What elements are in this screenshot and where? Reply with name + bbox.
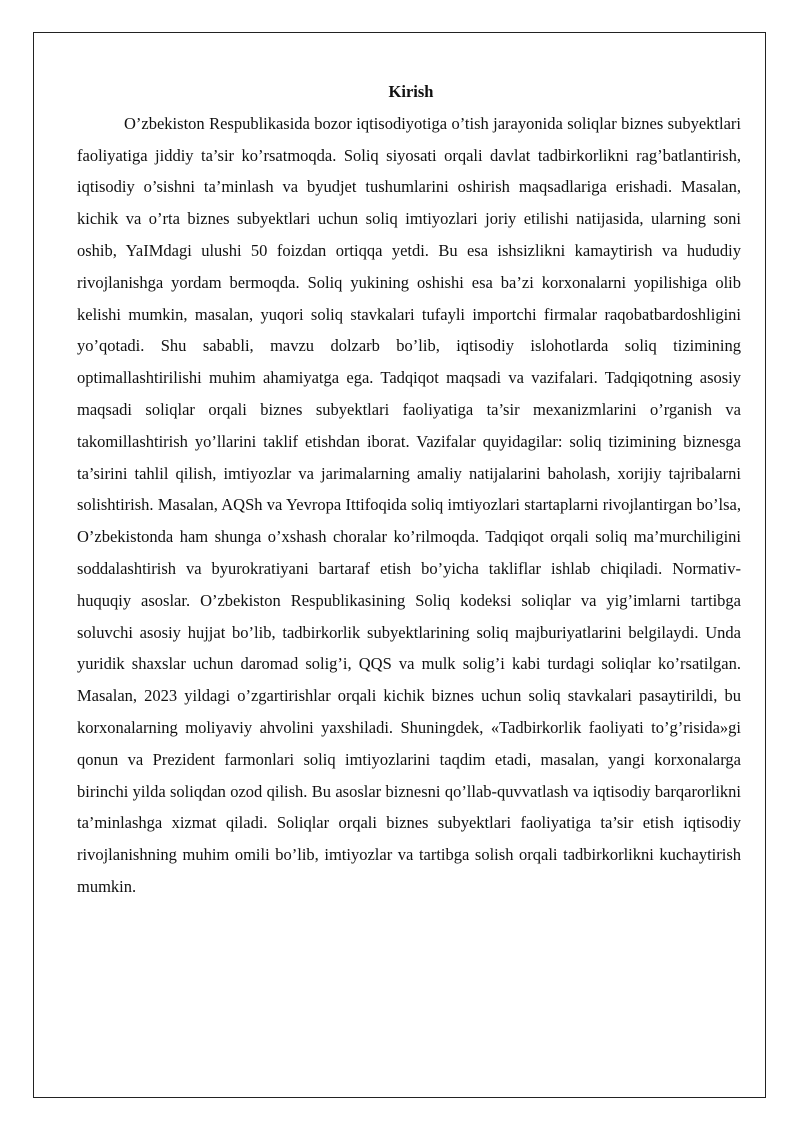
document-title: Kirish [388,82,434,101]
document-paragraph: O’zbekiston Respublikasida bozor iqtisodiyotiga o’tish jarayonida soliqlar biznes subyektlari faoliyatiga jiddiy ta’sir ko’rsatmoqda. Soliq siyosati orqali davlat tadbirkorlikni rag’batlantirish, iqtisodiy o’sishni ta’minlash va byudjet tushumlarini oshirish maqsadlariga erishadi. Masalan, kichik va o’rta biznes subyektlari uchun soliq imtiyozlari joriy etilishi natijasida, ularning soni oshib, YaIMdagi ulushi 50 foizdan ortiqqa yetdi. Bu esa ishsizlikni kamaytirish va hududiy rivojlanishga yordam bermoqda. Soliq yukining oshishi esa ba’zi korxonalarni yopilishiga olib kelishi mumkin, masalan, yuqori soliq stavkalari tufayli importchi firmalar raqobatbardoshligini yo’qotadi. Shu sababli, mavzu dolzarb bo’lib, iqtisodiy islohotlarda soliq tizimining optimallashtirilishi muhim ahamiyatga ega. Tadqiqot maqsadi va vazifalari. Tadqiqotning asosiy maqsadi soliqlar orqali biznes subyektlari faoliyatiga ta’sir mexanizmlarini o’rganish va takomillashtirish yo’llarini taklif etishdan iborat. Vazifalar quyidagilar: soliq tizimining biznesga ta’sirini tahlil qilish, imtiyozlar va jarimalarning amaliy natijalarini baholash, xorijiy tajribalarni solishtirish. Masalan, AQSh va Yevropa Ittifoqida soliq imtiyozlari startaplarni rivojlantirgan bo’lsa, O’zbekistonda ham shunga o’xshash choralar ko’rilmoqda. Tadqiqot orqali soliq ma’murchiligini soddalashtirish va byurokratiyani bartaraf etish bo’yicha takliflar ishlab chiqiladi. Normativ-huquqiy asoslar. O’zbekiston Respublikasining Soliq kodeksi soliqlar va yig’imlarni tartibga soluvchi asosiy hujjat bo’lib, tadbirkorlik subyektlarining soliq majburiyatlarini belgilaydi. Unda yuridik shaxslar uchun daromad solig’i, QQS va mulk solig’i kabi turdagi soliqlar ko’rsatilgan. Masalan, 2023 yildagi o’zgartirishlar orqali kichik biznes uchun soliq stavkalari pasaytirildi, bu korxonalarning moliyaviy ahvolini yaxshiladi. Shuningdek, «Tadbirkorlik faoliyati to’g’risida»gi qonun va Prezident farmonlari soliq imtiyozlarini taqdim etadi, masalan, yangi korxonalarga birinchi yilda soliqdan ozod qilish. Bu asoslar biznesni qo’llab-quvvatlash va iqtisodiy barqarorlikni ta’minlashga xizmat qiladi. Soliqlar orqali biznes subyektlari faoliyatiga ta’sir etish iqtisodiy rivojlanishning muhim omili bo’lib, imtiyozlar va tartibga solish orqali tadbirkorlikni kuchaytirish mumkin. [77,113,741,896]
document-body [77,76,741,903]
